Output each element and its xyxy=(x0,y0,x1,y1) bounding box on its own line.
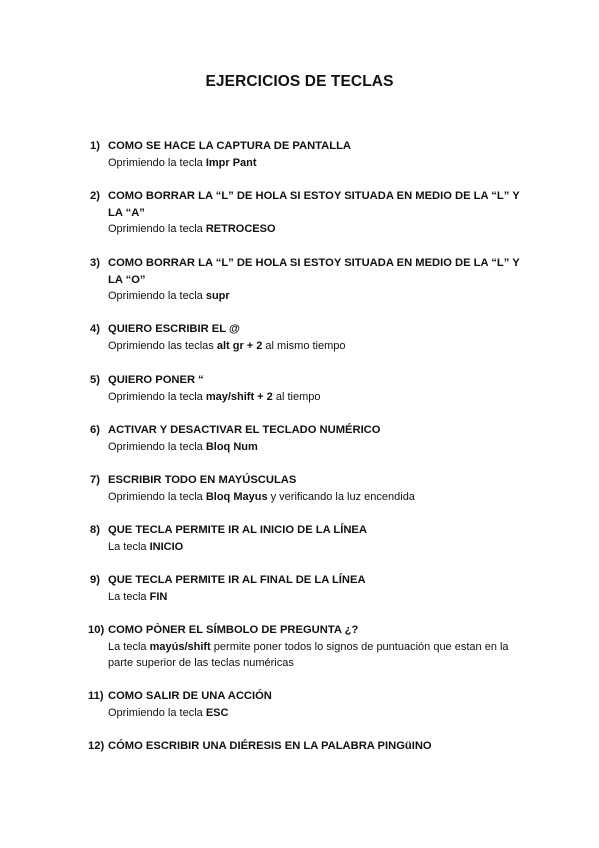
exercise-number: 4) xyxy=(90,323,100,335)
exercise-number: 6) xyxy=(90,424,100,436)
answer-text: Oprimiendo la tecla xyxy=(108,156,206,169)
exercise-item xyxy=(88,738,528,755)
exercise-number: 7) xyxy=(90,474,100,486)
page-title: EJERCICIOS DE TECLAS xyxy=(205,73,394,90)
answer-text: y verificando la luz encendida xyxy=(267,490,415,503)
answer-text: al mismo tiempo xyxy=(262,339,346,352)
exercise-question xyxy=(90,255,530,288)
key-name: RETROCESO xyxy=(205,223,276,235)
key-name: ESC xyxy=(205,706,229,719)
exercise-question xyxy=(90,422,530,439)
exercise-question xyxy=(88,622,528,639)
answer-text: Oprimiendo la tecla xyxy=(108,490,206,503)
exercise-item xyxy=(90,372,530,405)
exercise-item xyxy=(90,255,530,305)
exercise-answer xyxy=(90,539,530,556)
exercise-question xyxy=(90,372,530,389)
exercise-question xyxy=(90,138,530,155)
exercise-question-text: COMO BORRAR LA “L” DE HOLA SI ESTOY SITUADA EN MEDIO DE LA “L” Y LA “O” xyxy=(108,257,520,286)
exercise-question-text: QUE TECLA PERMITE IR AL INICIO DE LA LÍNEA xyxy=(108,524,367,536)
exercise-number: 12) xyxy=(88,740,105,752)
exercise-question-text: COMO SALIR DE UNA ACCIÓN xyxy=(108,690,272,702)
exercise-item xyxy=(90,321,530,354)
answer-text: La tecla xyxy=(108,590,150,603)
exercise-item xyxy=(90,572,530,605)
exercise-item xyxy=(90,138,530,171)
exercise-question-text: COMO BORRAR LA “L” DE HOLA SI ESTOY SITUADA EN MEDIO DE LA “L” Y LA “A” xyxy=(108,190,520,219)
key-name: FIN xyxy=(149,590,168,603)
key-name: alt gr + 2 xyxy=(216,339,263,352)
key-name: mayús/shift xyxy=(149,640,211,653)
exercise-number: 2) xyxy=(90,190,100,202)
exercise-question xyxy=(90,188,530,221)
exercise-question-text: QUIERO ESCRIBIR EL @ xyxy=(108,323,240,335)
answer-text: La tecla xyxy=(108,640,150,653)
exercise-number: 10) xyxy=(88,624,105,636)
exercise-answer xyxy=(90,489,530,506)
answer-text: permite poner todos lo signos de puntuación que estan en la parte superior de las teclas numéricas xyxy=(108,640,509,669)
exercise-item xyxy=(90,522,530,555)
exercise-answer xyxy=(88,705,528,722)
answer-text: Oprimiendo la tecla xyxy=(108,290,206,302)
exercise-question-text: CÓMO ESCRIBIR UNA DIÉRESIS EN LA PALABRA PINGüINO xyxy=(108,740,432,752)
exercise-number: 9) xyxy=(90,574,100,586)
exercise-answer xyxy=(90,589,530,606)
answer-text: Oprimiendo la tecla xyxy=(108,706,206,719)
answer-text: Oprimiendo las teclas xyxy=(108,339,217,352)
exercise-answer xyxy=(90,338,530,355)
exercise-answer xyxy=(90,155,530,172)
exercise-answer xyxy=(90,389,530,406)
key-name: may/shift + 2 xyxy=(205,390,273,403)
key-name: supr xyxy=(205,290,230,302)
exercise-answer xyxy=(88,639,528,672)
exercise-question xyxy=(90,321,530,338)
exercise-item xyxy=(88,622,528,672)
exercise-number: 11) xyxy=(88,690,104,702)
key-name: Bloq Mayus xyxy=(205,490,268,503)
exercise-question-text: ACTIVAR Y DESACTIVAR EL TECLADO NUMÉRICO xyxy=(108,424,381,436)
exercise-answer xyxy=(90,288,530,305)
exercise-question xyxy=(90,472,530,489)
exercise-item xyxy=(90,188,530,238)
exercise-question-text: QUIERO PONER “ xyxy=(108,374,204,386)
exercise-number: 3) xyxy=(90,257,100,269)
exercise-item xyxy=(88,688,528,721)
exercise-question xyxy=(90,522,530,539)
exercise-question xyxy=(90,572,530,589)
exercise-question-text: ESCRIBIR TODO EN MAYÚSCULAS xyxy=(108,474,297,486)
exercise-item xyxy=(90,422,530,455)
exercise-number: 5) xyxy=(90,374,100,386)
exercise-question xyxy=(88,738,528,755)
answer-text: La tecla xyxy=(108,540,150,553)
exercise-question-text: QUE TECLA PERMITE IR AL FINAL DE LA LÍNEA xyxy=(108,574,366,586)
key-name: INICIO xyxy=(149,540,184,553)
exercise-item xyxy=(90,472,530,505)
key-name: Bloq Num xyxy=(205,440,258,453)
exercise-number: 1) xyxy=(90,140,100,152)
answer-text: Oprimiendo la tecla xyxy=(108,440,206,453)
exercise-answer xyxy=(90,439,530,456)
key-name: Impr Pant xyxy=(205,156,257,169)
exercise-question xyxy=(88,688,528,705)
answer-text: Oprimiendo la tecla xyxy=(108,390,206,403)
answer-text: al tiempo xyxy=(272,390,321,403)
exercise-number: 8) xyxy=(90,524,100,536)
exercise-question-text: COMO PÒNER EL SÍMBOLO DE PREGUNTA ¿? xyxy=(108,624,359,636)
exercise-answer xyxy=(90,221,530,238)
answer-text: Oprimiendo la tecla xyxy=(108,223,206,235)
exercise-question-text: COMO SE HACE LA CAPTURA DE PANTALLA xyxy=(108,140,352,152)
